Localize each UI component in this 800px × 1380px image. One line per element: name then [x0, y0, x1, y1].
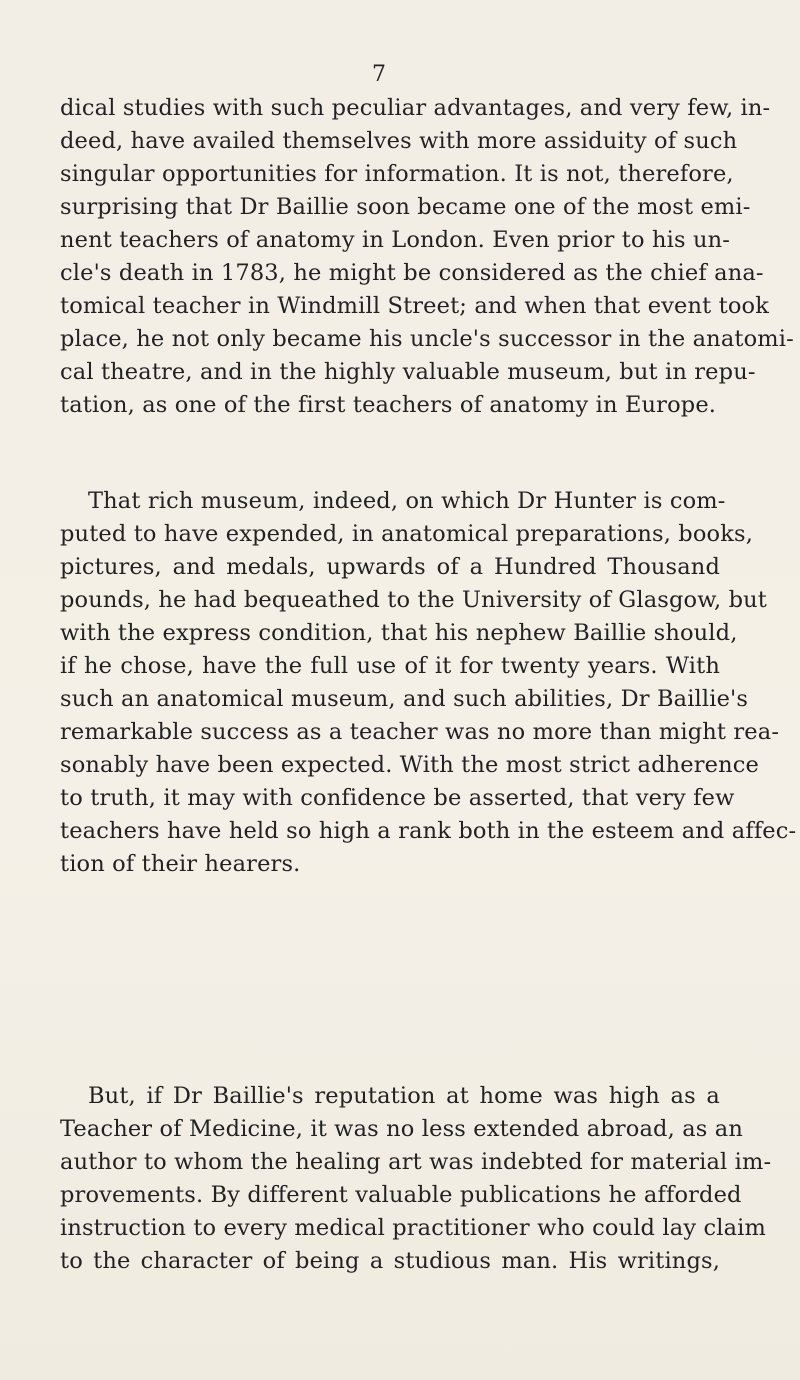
- text-line: if he chose, have the full use of it for twenty years. With: [60, 653, 720, 679]
- paragraph-1: [60, 92, 794, 422]
- text-line: to the character of being a studious man. His writings,: [60, 1248, 720, 1274]
- text-line: author to whom the healing art was indebted for material im-: [60, 1149, 772, 1175]
- text-line: pounds, he had bequeathed to the University of Glasgow, but: [60, 587, 767, 613]
- text-line: instruction to every medical practitioner who could lay claim: [60, 1215, 766, 1241]
- text-line: tomical teacher in Windmill Street; and when that event took: [60, 293, 770, 319]
- text-line: puted to have expended, in anatomical preparations, books,: [60, 521, 754, 547]
- text-line: tion of their hearers.: [60, 851, 301, 877]
- text-line: cal theatre, and in the highly valuable museum, but in repu-: [60, 359, 756, 385]
- text-line: cle's death in 1783, he might be considered as the chief ana-: [60, 260, 764, 286]
- text-line: with the express condition, that his nephew Baillie should,: [60, 620, 738, 646]
- text-line: singular opportunities for information. It is not, therefore,: [60, 161, 734, 187]
- text-line: such an anatomical museum, and such abilities, Dr Baillie's: [60, 686, 749, 712]
- text-line: surprising that Dr Baillie soon became one of the most emi-: [60, 194, 751, 220]
- text-line: provements. By different valuable publications he afforded: [60, 1182, 742, 1208]
- text-line: That rich museum, indeed, on which Dr Hunter is com-: [88, 488, 726, 514]
- text-line: dical studies with such peculiar advantages, and very few, in-: [60, 95, 771, 121]
- text-line: tation, as one of the first teachers of anatomy in Europe.: [60, 392, 717, 418]
- paragraph-2: [60, 485, 797, 881]
- paragraph-3: [60, 1080, 772, 1278]
- text-line: to truth, it may with confidence be asserted, that very few: [60, 785, 735, 811]
- text-line: sonably have been expected. With the most strict adherence: [60, 752, 759, 778]
- text-line: deed, have availed themselves with more assiduity of such: [60, 128, 738, 154]
- text-line: remarkable success as a teacher was no more than might rea-: [60, 719, 780, 745]
- text-line: Teacher of Medicine, it was no less extended abroad, as an: [60, 1116, 743, 1142]
- text-line: teachers have held so high a rank both in the esteem and affec-: [60, 818, 797, 844]
- text-line: place, he not only became his uncle's successor in the anatomi-: [60, 326, 794, 352]
- text-line: nent teachers of anatomy in London. Even prior to his un-: [60, 227, 730, 253]
- page-number: 7: [372, 62, 386, 87]
- text-line: pictures, and medals, upwards of a Hundred Thousand: [60, 554, 720, 580]
- text-line: But, if Dr Baillie's reputation at home was high as a: [88, 1083, 720, 1109]
